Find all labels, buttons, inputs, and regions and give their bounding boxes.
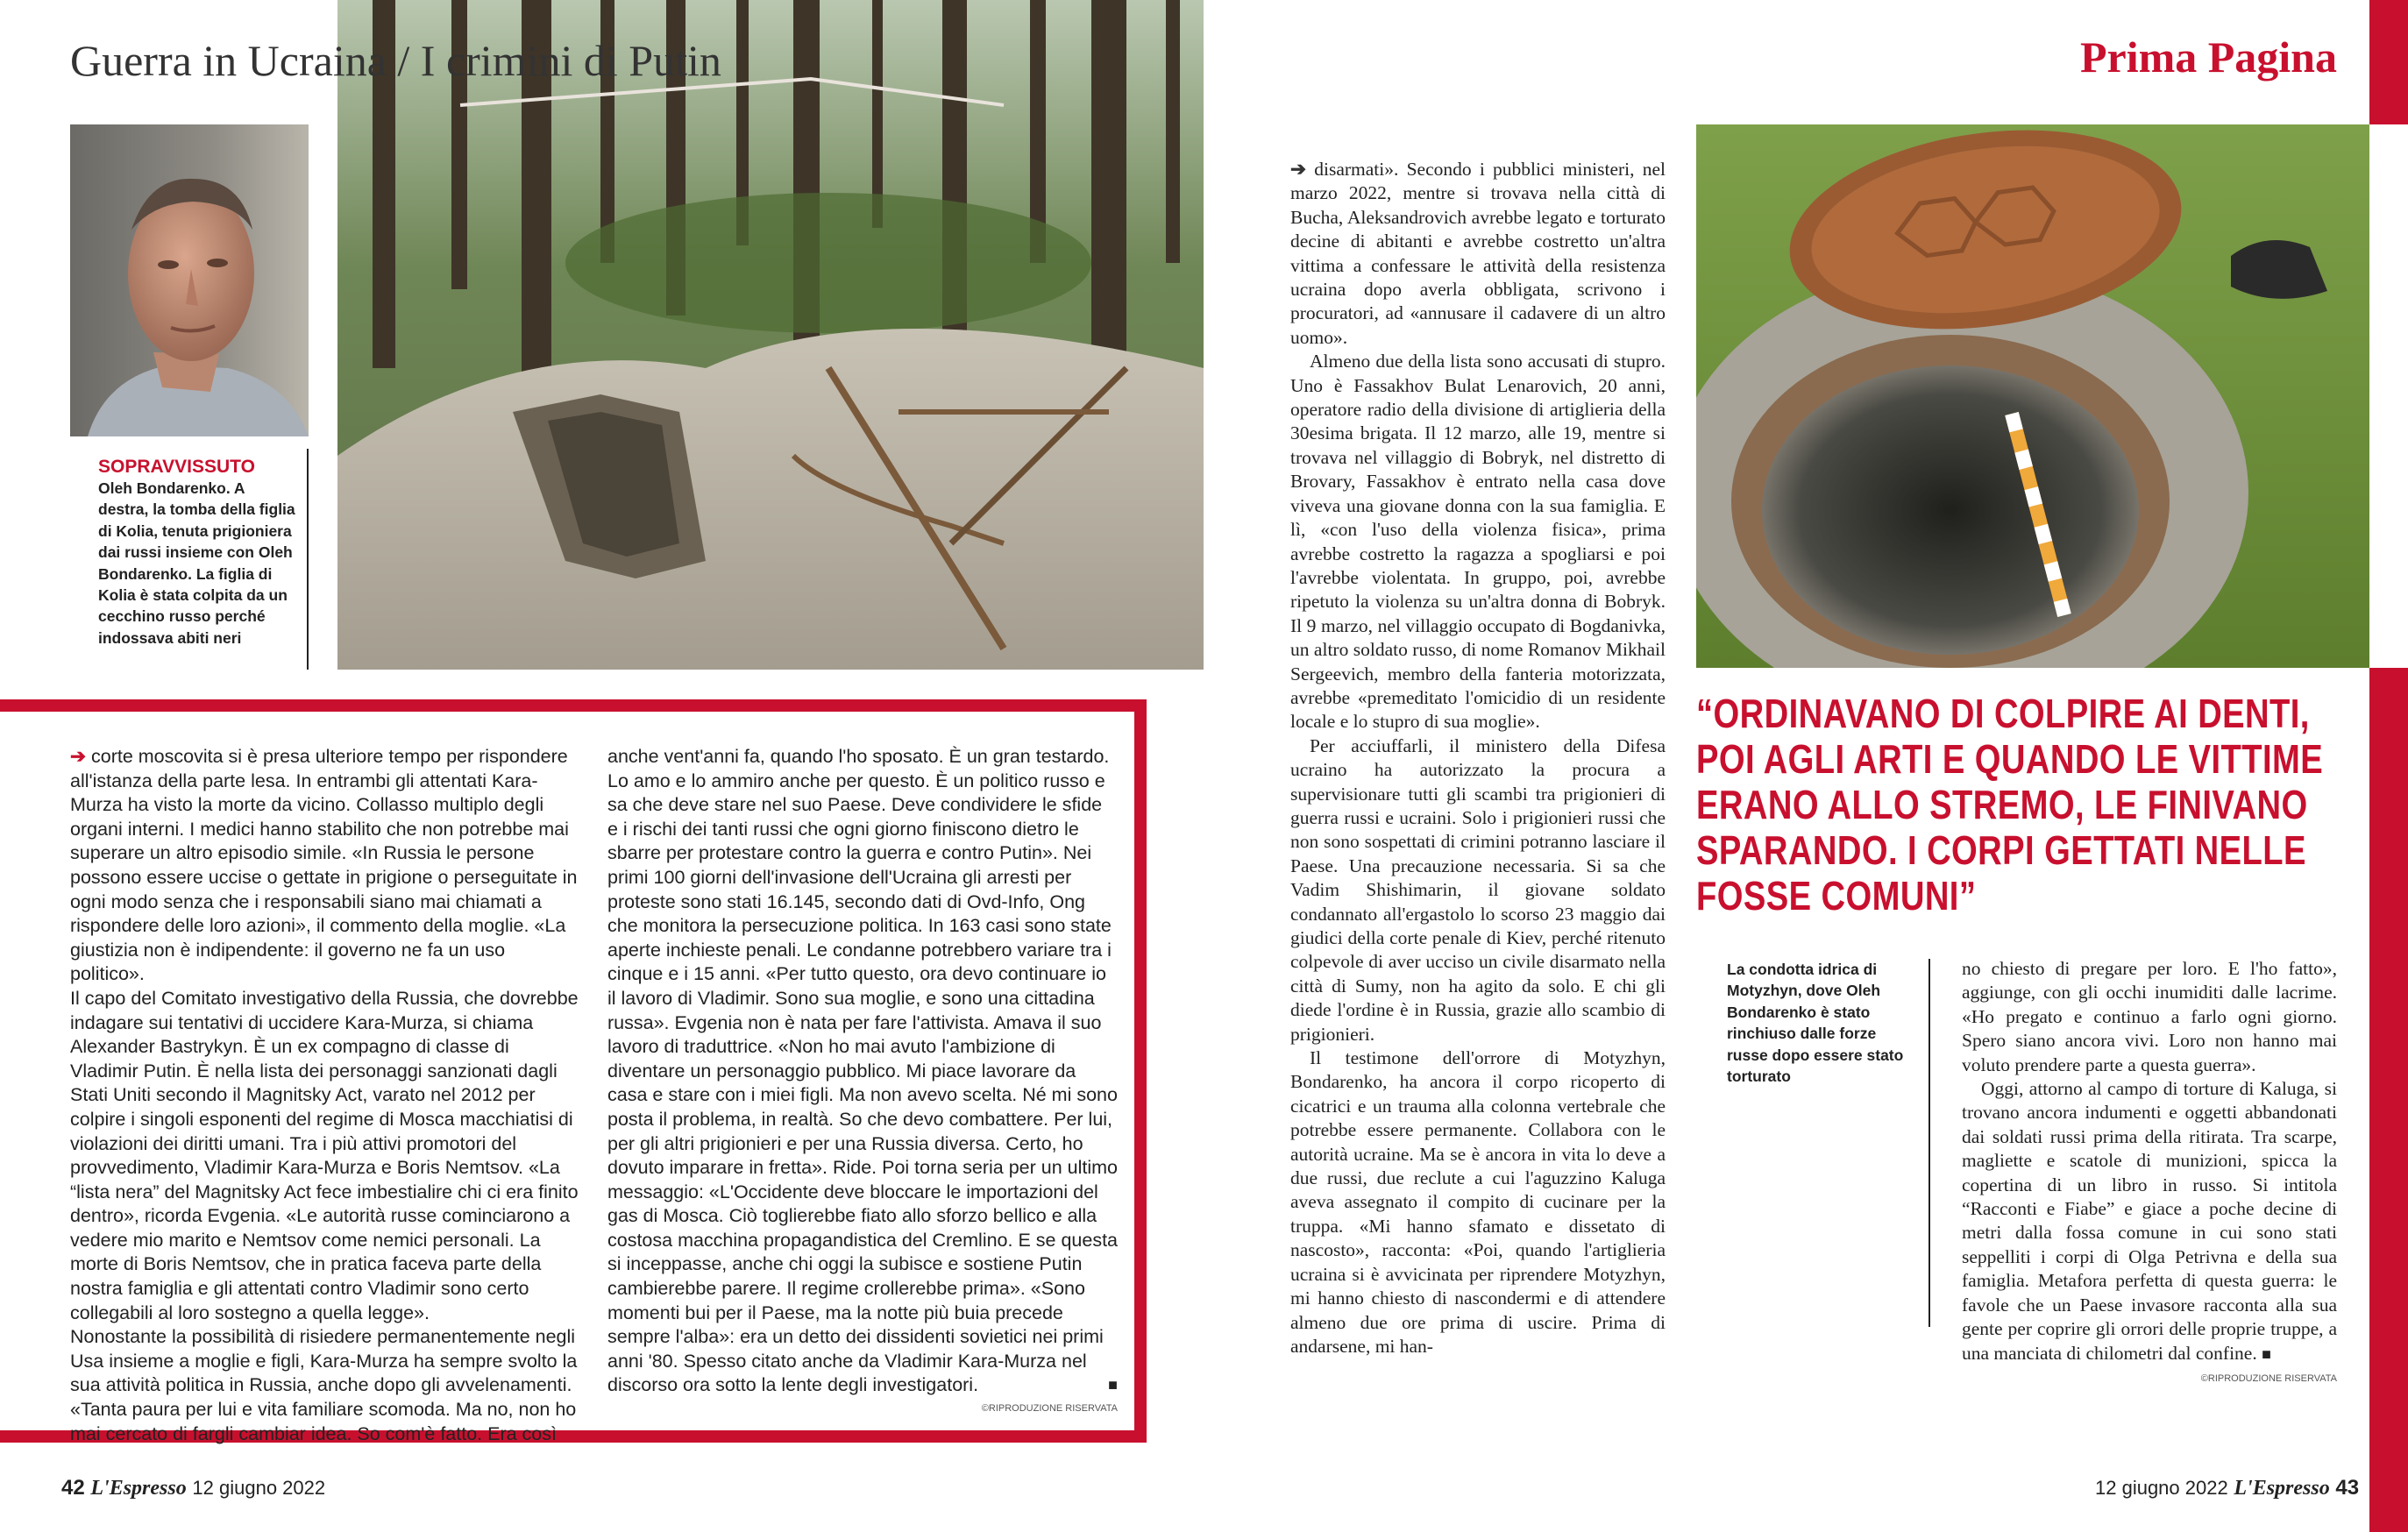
right-article-col1: [1290, 158, 1666, 1358]
paragraph: Almeno due della lista sono accusati di stupro. Uno è Fassakhov Bulat Lenarovich, 20 anni, operatore radio della divisione di artiglieria della 30esima brigata. Il 12 marzo, alle 19, mentre si trovava nel villaggio di Bobryk, nel distretto di Brovary, Fassakhov è entrato nella casa dove viveva una giovane donna con la sua famiglia. E lì, «con l'uso della violenza fisica», prima avrebbe costretto la ragazza a spogliarsi e poi l'avrebbe violentata. In gruppo, poi, avrebbe ripetuto la violenza su un'altra donna di Bobryk. Il 9 marzo, nel villaggio occupato di Bogdanivka, un altro soldato russo, di nome Romanov Mikhail Sergeevich, membro della fanteria motorizzata, avrebbe «premeditato l'omicidio di un residente locale e lo stupro di sua moglie».: [1290, 351, 1666, 733]
paragraph: ➔ disarmati». Secondo i pubblici ministeri, nel marzo 2022, mentre si trovava nella città di Bucha, Aleksandrovich avrebbe legato e torturato decine di abitanti e avrebbe costretto un'altra vittima a confessare le attività della resistenza ucraina dopo averla obbligata, scrivono i procuratori, ad «annusare il cadavere di un altro uomo».: [1290, 159, 1666, 348]
end-mark: ■: [2262, 1344, 2271, 1363]
article-frame-right: [1134, 699, 1147, 1443]
section-title: Guerra in Ucraina / I crimini di Putin: [70, 36, 721, 85]
caption-divider: [1929, 959, 1930, 1327]
brand-logo: L'Espresso: [90, 1477, 187, 1500]
paragraph: anche vent'anni fa, quando l'ho sposato. È un gran testardo. Lo amo e lo ammiro anche per questo. È un politico russo e sa che deve stare nel suo Paese. Deve condividere le sfide e i rischi dei tanti russi che ogni giorno finiscono dietro le sbarre per protestare contro la guerra e contro Putin». Nei primi 100 giorni dell'invasione dell'Ucraina gli arresti per proteste sono stati 16.145, secondo dati di Ovd-Info, Ong che monitora la persecuzione politica. In 163 casi sono state aperte inchieste penali. Le condanne potrebbero variare tra i cinque e i 15 anni. «Per tutto questo, ora devo continuare io il lavoro di Vladimir. Sono sua moglie, e sono una cittadina russa». Evgenia non è nata per fare l'attivista. Amava il suo lavoro di traduttrice. «Non ho mai avuto l'ambizione di diventare un personaggio pubblico. Mi piace lavorare da casa e stare con i miei figli. Ma non avevo scelta. Né mi sono posta il problema, in realtà. So che devo combattere. Per lui, per gli altri prigionieri e per una Russia diversa. Certo, ho dovuto imparare in fretta». Ride. Poi torna seria per un ultimo messaggio: «L'Occidente deve bloccare le importazioni del gas di Mosca. Ciò toglierebbe fiato allo sforzo bellico e alla costosa macchina propagandistica del Cremlino. E se questa si inceppasse, anche chi oggi la subisce e sostiene Putin cambierebbe parere. Il regime crollerebbe prima». «Sono momenti bui per il Paese, ma la notte più buia precede sempre l'alba»: era un detto dei dissidenti sovietici nei primi anni '80. Spesso citato anche da Vladimir Kara-Murza nel discorso ora sotto la lente degli investigatori. ■: [607, 745, 1118, 1398]
page-number: 42: [61, 1476, 85, 1500]
article-frame-top: [0, 699, 1147, 712]
issue-date: 12 giugno 2022: [192, 1477, 326, 1499]
footer-left: [61, 1476, 325, 1500]
paragraph: Per acciuffarli, il ministero della Difesa ucraino ha autorizzato la procura a supervisionare tutti gli scambi tra prigionieri di guerra russi e ucraini. Solo i prigionieri russi che non sono sospettati di crimini potranno lasciare il Paese. Una precauzione necessaria. Si sa che Vadim Shishimarin, il giovane soldato condannato all'ergastolo lo scorso 23 maggio dai giudici della corte penale di Kiev, perché ritenuto colpevole di aver ucciso un civile disarmato nella città di Sumy, non ha agito da solo. E chi gli diede l'ordine è in Russia, grazie allo scambio di prigionieri.: [1290, 734, 1666, 1045]
section-label: Prima Pagina: [2079, 32, 2337, 82]
end-mark: ■: [1108, 1376, 1118, 1394]
brand-logo: L'Espresso: [2234, 1477, 2330, 1500]
paragraph: Nonostante la possibilità di risiedere permanentemente negli Usa insieme a moglie e figli, Kara-Murza ha sempre svolto la sua attività politica in Russia, anche dopo gli avvelenamenti. «Tanta paura per lui e vita familiare scomoda. Ma no, non ho mai cercato di fargli cambiar idea. So com'è fatto. Era così: [70, 1326, 578, 1444]
copyright: ©RIPRODUZIONE RISERVATA: [981, 1403, 1118, 1415]
left-article-col2: [607, 745, 1118, 1414]
footer-right: [2095, 1476, 2360, 1500]
paragraph: Il capo del Comitato investigativo della Russia, che dovrebbe indagare sui tentativi di uccidere Kara-Murza, si chiama Alexander Bastrykyn. È un ex compagno di classe di Vladimir Putin. È nella lista dei personaggi sanzionati dagli Stati Uniti secondo il Magnitsky Act, varato nel 2012 per colpire i singoli esponenti del regime di Mosca macchiatisi di violazioni dei diritti umani. Tra i più attivi promotori del provvedimento, Vladimir Kara-Murza e Boris Nemtsov. «La “lista nera” del Magnitsky Act fece imbestialire chi ci era finito dentro», ricorda Evgenia. «Le autorità russe cominciarono a vedere mio marito e Nemtsov come nemici personali. La morte di Boris Nemtsov, che in pratica faceva parte della nostra famiglia e gli attentati contro Vladimir sono certo collegabili al loro sostegno a quella legge».: [70, 987, 579, 1323]
portrait-photo: [70, 124, 309, 436]
page-number: 43: [2335, 1476, 2360, 1500]
photo-caption: La condotta idrica di Motyzhyn, dove Oleh Bondarenko è stato rinchiuso dalle forze russe dopo essere stato torturato: [1727, 961, 1904, 1086]
right-article-col2: [1962, 957, 2337, 1384]
caption-text: Oleh Bondarenko. A destra, la tomba della figlia di Kolia, tenuta prigioniera dai russi insieme con Oleh Bondarenko. La figlia di Kolia è stata colpita da un cecchino russo perché indossava abiti neri: [98, 479, 295, 647]
issue-date: 12 giugno 2022: [2095, 1477, 2228, 1499]
grave-photo: [337, 0, 1204, 670]
paragraph: ➔ corte moscovita si è presa ulteriore tempo per rispondere all'istanza della parte lesa. In entrambi gli attentati Kara-Murza ha visto la morte da vicino. Collasso multiplo degli organi interni. I medici hanno stabilito che non potrebbe mai superare un altro episodio simile. «In Russia le persone possono essere uccise o gettate in prigione o perseguitate in ogni modo senza che i responsabili siano mai chiamati a rispondere delle loro azioni», il commento della moglie. «La giustizia non è indipendente: il governo ne fa un uso politico».: [70, 746, 578, 985]
right-edge-bar-top: [2369, 0, 2408, 124]
continuation-arrow: ➔: [1290, 159, 1307, 180]
continuation-arrow: ➔: [70, 746, 87, 767]
portrait-caption: [70, 449, 309, 670]
right-edge-bar-bottom: [2369, 668, 2408, 1532]
copyright: ©RIPRODUZIONE RISERVATA: [2200, 1372, 2337, 1384]
paragraph: no chiesto di pregare per loro. E l'ho fatto», aggiunge, con gli occhi inumiditi dalle lacrime. «Ho pregato e continuo a farlo ogni giorno. Spero siano ancora vivi. Loro non hanno mai voluto prendere parte a questa guerra».: [1962, 958, 2337, 1075]
manhole-photo: [1696, 124, 2369, 668]
paragraph: Oggi, attorno al campo di torture di Kaluga, si trovano ancora indumenti e oggetti abbandonati dai soldati russi prima della ritirata. Tra scarpe, magliette e scatole di munizioni, spicca la copertina di un libro in russo. Si intitola “Racconti e Fiabe” e giace a poche decine di metri dalla fossa comune in cui sono stati seppelliti i corpi di Olga Petrivna e della sua famiglia. Metafora perfetta di questa guerra: le favole che un Paese invasore racconta alla sua gente per coprire gli orrori delle proprie truppe, a una manciata di chilometri dal confine. ■: [1962, 1078, 2337, 1364]
left-article-col1: [70, 745, 580, 1446]
pull-quote: “ORDINAVANO DI COLPIRE AI DENTI, POI AGLI ARTI E QUANDO LE VITTIME ERANO ALLO STREMO, LE FINIVANO SPARANDO. I CORPI GETTATI NELLE FOSSE COMUNI”: [1696, 691, 2324, 918]
paragraph: Il testimone dell'orrore di Motyzhyn, Bondarenko, ha ancora il corpo ricoperto di cicatrici e un trauma alla colonna vertebrale che potrebbe essere permanente. Collabora con le autorità ucraine. Ma se è ancora in vita lo deve a due russi, due reclute a cui l'aguzzino Kaluga aveva assegnato il compito di cucinare per la truppa. «Mi hanno sfamato e dissetato di nascosto», racconta: «Poi, quando l'artiglieria ucraina si è avvicinata per riprendere Motyzhyn, mi hanno chiesto di nascondermi e di attendere almeno due ore prima di uscire. Prima di andarsene, mi han-: [1290, 1047, 1666, 1357]
caption-kicker: SOPRAVVISSUTO: [98, 457, 255, 477]
